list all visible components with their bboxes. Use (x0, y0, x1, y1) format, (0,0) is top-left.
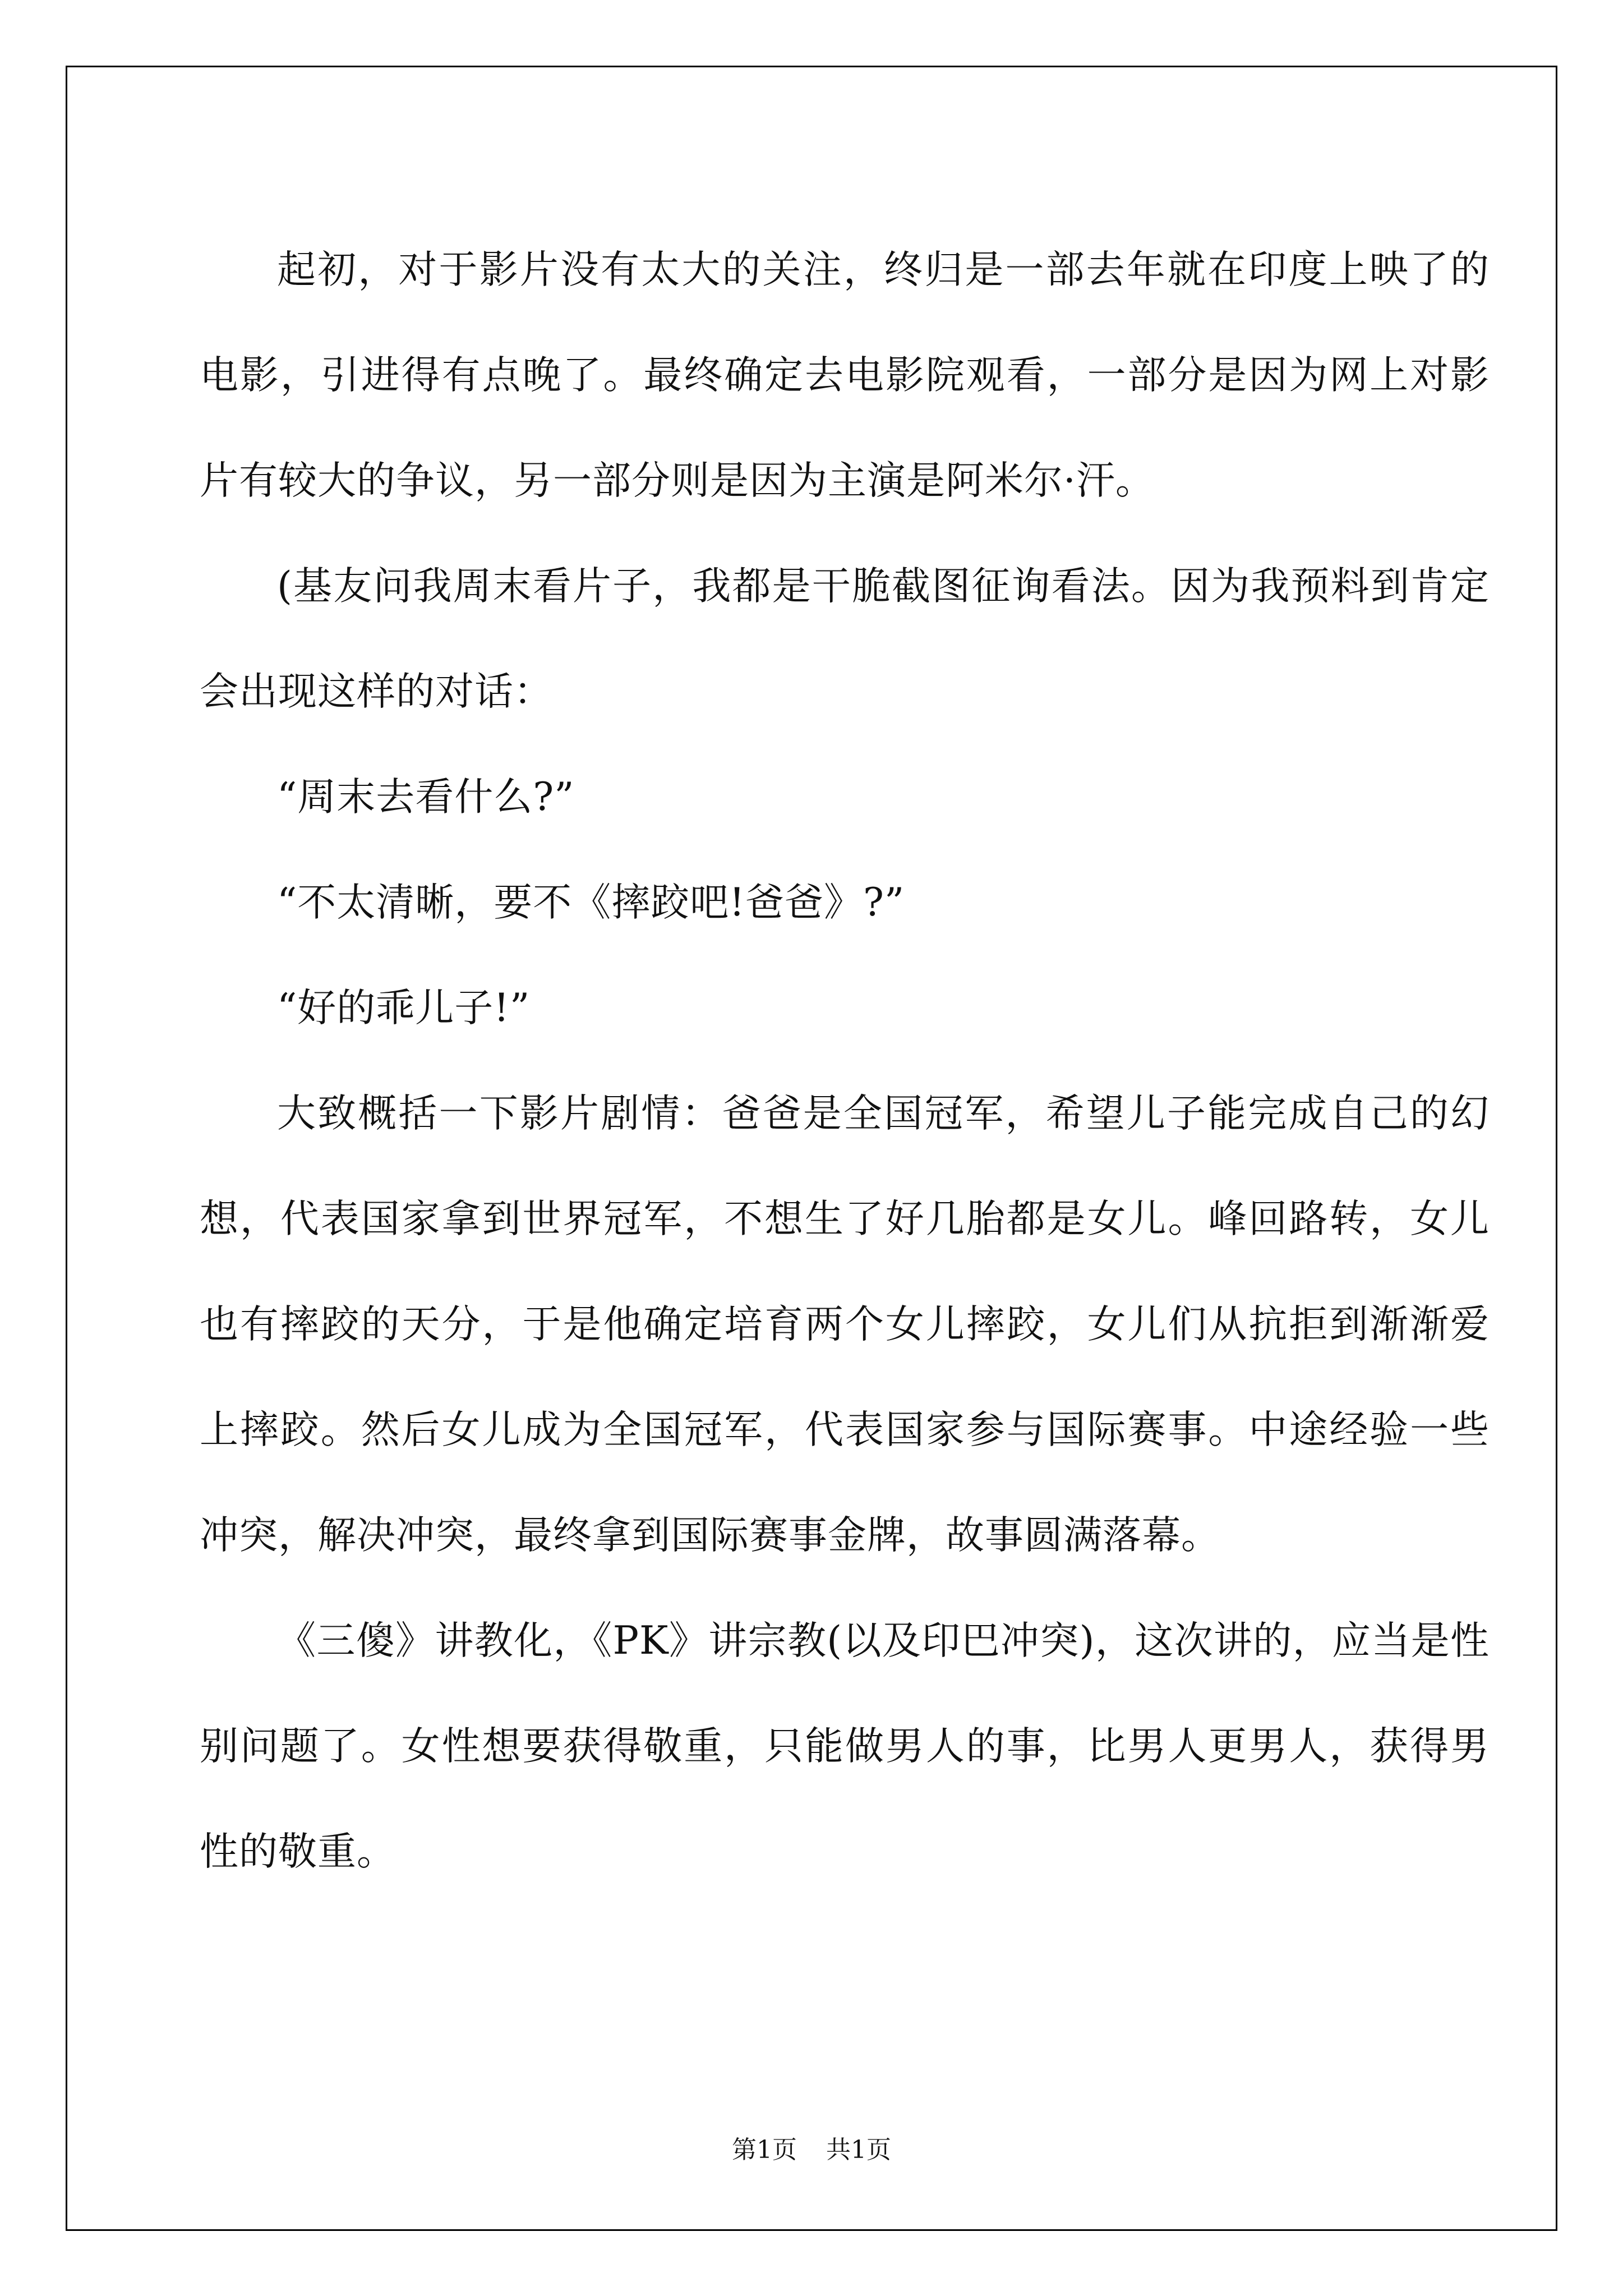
paragraph-1: 起初，对于影片没有太大的关注，终归是一部去年就在印度上映了的电影，引进得有点晚了。最终确定去电影院观看，一部分是因为网上对影片有较大的争议，另一部分则是因为主演是阿米尔·汗。 (200, 247, 1490, 503)
paragraph-4: “不太清晰，要不《摔跤吧!爸爸》?” (277, 880, 905, 925)
document-body (200, 217, 1490, 1904)
paragraph-5: “好的乖儿子!” (277, 986, 531, 1030)
page-footer (0, 2134, 1623, 2166)
page-total: 共1页 (826, 2136, 891, 2164)
paragraph-6: 大致概括一下影片剧情：爸爸是全国冠军，希望儿子能完成自己的幻想，代表国家拿到世界冠军，不想生了好几胎都是女儿。峰回路转，女儿也有摔跤的天分，于是他确定培育两个女儿摔跤，女儿们从抗拒到渐渐爱上摔跤。然后女儿成为全国冠军，代表国家参与国际赛事。中途经验一些冲突，解决冲突，最终拿到国际赛事金牌，故事圆满落幕。 (200, 1091, 1490, 1558)
paragraph-2: (基友问我周末看片子，我都是干脆截图征询看法。因为我预料到肯定会出现这样的对话： (200, 564, 1490, 714)
paragraph-3: “周末去看什么?” (277, 775, 575, 820)
paragraph-7: 《三傻》讲教化，《PK》讲宗教(以及印巴冲突)，这次讲的，应当是性别问题了。女性想要获得敬重，只能做男人的事，比男人更男人，获得男性的敬重。 (200, 1618, 1490, 1874)
page-number: 第1页 (732, 2136, 797, 2164)
